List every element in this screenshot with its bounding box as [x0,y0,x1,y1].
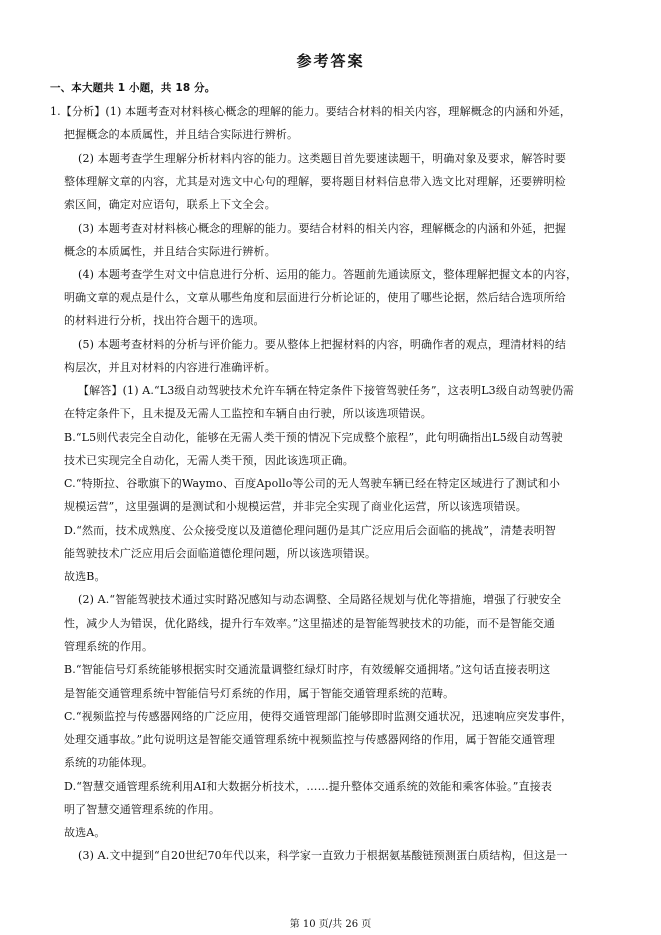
answer-line: 能驾驶技术广泛应用后会面临道德伦理问题，所以该选项错误。 [64,547,377,560]
section-heading: 一、本大题共 1 小题，共 18 分。 [50,82,216,94]
page-footer: 第 10 页/共 26 页 [289,919,372,930]
answer-line: C.“视频监控与传感器网络的广泛应用，使得交通管理部门能够即时监测交通状况，迅速响应突发事件， [64,710,573,723]
answer-line: (2) 本题考查学生理解分析材料内容的能力。这类题目首先要速读题干，明确对象及要求，解答时要 [78,152,566,165]
answer-line: 处理交通事故。”此句说明这是智能交通管理系统中视频监控与传感器网络的作用，属于智能交通管理 [64,733,555,746]
answer-line: 索区间，确定对应语句，联系上下文全会。 [64,198,276,211]
answer-line: 把握概念的本质属性，并且结合实际进行辨析。 [64,128,299,141]
answer-line: 系统的功能体现。 [64,756,154,769]
page-title: 参考答案 [296,52,365,70]
answer-line: 是智能交通管理系统中智能信号灯系统的作用，属于智能交通管理系统的范畴。 [64,687,455,700]
answer-line: (3) A.文中提到“自20世纪70年代以来，科学家一直致力于根据氨基酸链预测蛋白质结构，但这是一 [78,849,568,862]
answer-line: 明确文章的观点是什么，文章从哪些角度和层面进行分析论证的，使用了哪些论据，然后结合选项所给 [64,291,566,304]
answer-line: (5) 本题考查材料的分析与评价能力。要从整体上把握材料的内容，明确作者的观点，理清材料的结 [78,338,566,351]
answer-line: 概念的本质属性，并且结合实际进行辨析。 [64,245,276,258]
answer-line: 性，减少人为错误，优化路线，提升行车效率。”这里描述的是智能驾驶技术的功能，而不是智能交通 [64,617,555,630]
answer-line: 的材料进行分析，找出符合题干的选项。 [64,314,265,327]
answer-line: (3) 本题考查对材料核心概念的理解的能力。要结合材料的相关内容，理解概念的内涵和外延，把握 [78,222,566,235]
answer-line: 【解答】(1) A.“L3级自动驾驶技术允许车辆在特定条件下接管驾驶任务”，这表明L3级自动驾驶仍需 [78,384,574,397]
answer-line: 在特定条件下，且未提及无需人工监控和车辆自由行驶，所以该选项错误。 [64,407,432,420]
answer-line: 构层次，并且对材料的内容进行准确评析。 [64,361,276,374]
answer-line: 明了智慧交通管理系统的作用。 [64,803,221,816]
answer-line: 故选B。 [64,570,106,583]
answer-line: 管理系统的作用。 [64,640,154,653]
answer-line: B.“L5则代表完全自动化，能够在无需人类干预的情况下完成整个旅程”，此句明确指出L5级自动驾驶 [64,431,563,444]
answer-line: (2) A.“智能驾驶技术通过实时路况感知与动态调整、全局路径规划与优化等措施，增强了行驶安全 [78,593,562,606]
answer-line: (4) 本题考查学生对文中信息进行分析、运用的能力。答题前先通读原文，整体理解把握文本的内容， [78,268,578,281]
answer-line: B.“智能信号灯系统能够根据实时交通流量调整红绿灯时序，有效缓解交通拥堵。”这句话直接表明这 [64,663,551,676]
answer-line: C.“特斯拉、谷歌旗下的Waymo、百度Apollo等公司的无人驾驶车辆已经在特定区域进行了测试和小 [64,477,561,490]
answer-line: 规模运营”，这里强调的是测试和小规模运营，并非完全实现了商业化运营，所以该选项错误。 [64,500,527,513]
answer-line: 1.【分析】(1) 本题考查对材料核心概念的理解的能力。要结合材料的相关内容，理解概念的内涵和外延， [50,105,572,118]
answer-line: 技术已实现完全自动化，无需人类干预，因此该选项正确。 [64,454,354,467]
answer-line: D.“智慧交通管理系统利用AI和大数据分析技术，……提升整体交通系统的效能和乘客体验。”直接表 [64,780,553,793]
answer-line: 整体理解文章的内容，尤其是对选文中心句的理解，要将题目材料信息带入选文比对理解，还要辨明检 [64,175,566,188]
answer-line: D.“然而，技术成熟度、公众接受度以及道德伦理问题仍是其广泛应用后会面临的挑战”，清楚表明智 [64,524,557,537]
answer-line: 故选A。 [64,826,106,839]
